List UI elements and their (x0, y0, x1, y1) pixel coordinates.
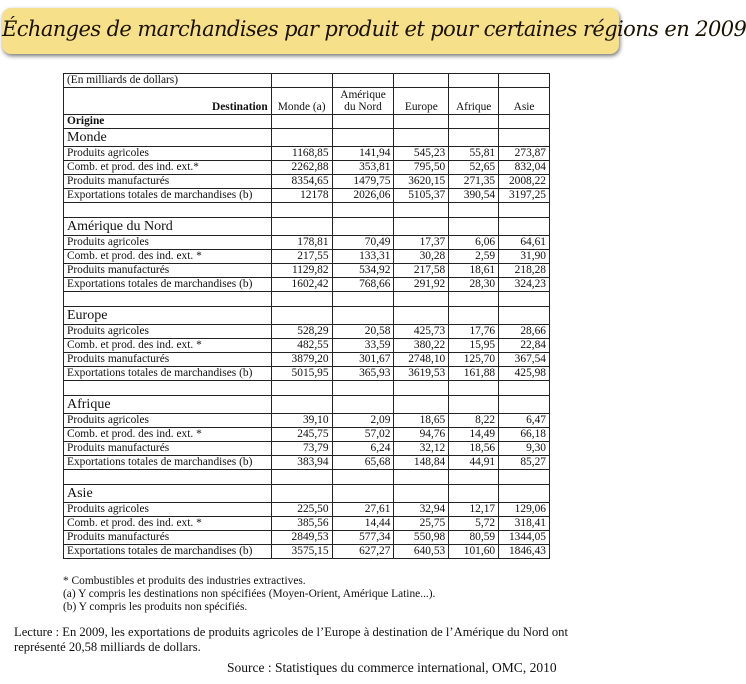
empty-cell (499, 307, 550, 325)
empty-cell (332, 396, 394, 414)
row-label: Comb. et prod. des ind. ext. * (64, 250, 272, 264)
value-cell: 768,66 (332, 278, 394, 292)
empty-cell (449, 292, 499, 307)
empty-cell (271, 218, 332, 236)
table-row (64, 175, 550, 189)
value-cell: 55,81 (449, 147, 499, 161)
unit-label: (En milliards de dollars) (64, 74, 272, 88)
empty-cell (394, 115, 449, 129)
empty-cell (449, 396, 499, 414)
table-row (64, 250, 550, 264)
table-row (64, 442, 550, 456)
value-cell: 73,79 (271, 442, 332, 456)
value-cell: 2,09 (332, 414, 394, 428)
column-header-europe: Europe (394, 88, 449, 115)
reading-note: Lecture : En 2009, les exportations de produits agricoles de l’Europe à destination de l’Amérique du Nord ont représenté 20,58 milliards de dollars. (14, 625, 568, 654)
value-cell: 2026,06 (332, 189, 394, 203)
empty-cell (271, 203, 332, 218)
trade-table-body (64, 74, 550, 559)
table-row (64, 428, 550, 442)
value-cell: 225,50 (271, 503, 332, 517)
value-cell: 2748,10 (394, 353, 449, 367)
empty-cell (394, 129, 449, 147)
value-cell: 2849,53 (271, 531, 332, 545)
empty-cell (394, 218, 449, 236)
table-row (64, 531, 550, 545)
value-cell: 6,24 (332, 442, 394, 456)
empty-cell (449, 115, 499, 129)
empty-cell (499, 381, 550, 396)
empty-cell (332, 129, 394, 147)
value-cell: 57,02 (332, 428, 394, 442)
value-cell: 1344,05 (499, 531, 550, 545)
value-cell: 577,34 (332, 531, 394, 545)
region-name: Afrique (64, 396, 272, 414)
value-cell: 14,44 (332, 517, 394, 531)
empty-cell (332, 218, 394, 236)
region-row (64, 396, 550, 414)
value-cell: 178,81 (271, 236, 332, 250)
row-label: Exportations totales de marchandises (b) (64, 278, 272, 292)
empty-cell (499, 218, 550, 236)
table-row (64, 503, 550, 517)
empty-cell (449, 381, 499, 396)
empty-cell (271, 470, 332, 485)
empty-cell (499, 485, 550, 503)
value-cell: 64,61 (499, 236, 550, 250)
value-cell: 85,27 (499, 456, 550, 470)
origin-label: Origine (64, 115, 272, 129)
empty-cell (394, 74, 449, 88)
row-label: Exportations totales de marchandises (b) (64, 545, 272, 559)
value-cell: 17,76 (449, 325, 499, 339)
empty-cell (499, 115, 550, 129)
row-label: Produits agricoles (64, 147, 272, 161)
region-row (64, 307, 550, 325)
empty-cell (271, 74, 332, 88)
table-row (64, 414, 550, 428)
empty-cell (332, 381, 394, 396)
region-row (64, 485, 550, 503)
value-cell: 6,06 (449, 236, 499, 250)
empty-cell (499, 396, 550, 414)
value-cell: 3575,15 (271, 545, 332, 559)
value-cell: 550,98 (394, 531, 449, 545)
table-row (64, 353, 550, 367)
value-cell: 30,28 (394, 250, 449, 264)
empty-cell (449, 485, 499, 503)
value-cell: 32,12 (394, 442, 449, 456)
region-row (64, 129, 550, 147)
row-label: Produits manufacturés (64, 353, 272, 367)
value-cell: 3619,53 (394, 367, 449, 381)
value-cell: 8354,65 (271, 175, 332, 189)
row-label: Exportations totales de marchandises (b) (64, 189, 272, 203)
value-cell: 1479,75 (332, 175, 394, 189)
value-cell: 3197,25 (499, 189, 550, 203)
empty-cell (332, 292, 394, 307)
footnote-b: (b) Y compris les produits non spécifiés. (63, 601, 248, 613)
value-cell: 32,94 (394, 503, 449, 517)
empty-cell (271, 307, 332, 325)
value-cell: 640,53 (394, 545, 449, 559)
value-cell: 22,84 (499, 339, 550, 353)
empty-cell (64, 203, 272, 218)
value-cell: 5015,95 (271, 367, 332, 381)
table-row (64, 264, 550, 278)
empty-cell (332, 470, 394, 485)
value-cell: 1168,85 (271, 147, 332, 161)
value-cell: 28,30 (449, 278, 499, 292)
value-cell: 324,23 (499, 278, 550, 292)
empty-cell (394, 307, 449, 325)
value-cell: 70,49 (332, 236, 394, 250)
column-header-north-america-text: Amérique du Nord (340, 89, 386, 113)
value-cell: 217,58 (394, 264, 449, 278)
value-cell: 18,56 (449, 442, 499, 456)
table-row (64, 339, 550, 353)
table-row (64, 456, 550, 470)
row-label: Produits manufacturés (64, 442, 272, 456)
column-header-world: Monde (a) (271, 88, 332, 115)
value-cell: 27,61 (332, 503, 394, 517)
value-cell: 94,76 (394, 428, 449, 442)
row-label: Comb. et prod. des ind. ext. * (64, 339, 272, 353)
value-cell: 380,22 (394, 339, 449, 353)
value-cell: 627,27 (332, 545, 394, 559)
spacer-row (64, 381, 550, 396)
region-name: Asie (64, 485, 272, 503)
value-cell: 12,17 (449, 503, 499, 517)
value-cell: 18,65 (394, 414, 449, 428)
value-cell: 9,30 (499, 442, 550, 456)
empty-cell (271, 396, 332, 414)
value-cell: 528,29 (271, 325, 332, 339)
value-cell: 52,65 (449, 161, 499, 175)
empty-cell (449, 470, 499, 485)
value-cell: 425,73 (394, 325, 449, 339)
column-header-asia: Asie (499, 88, 550, 115)
value-cell: 14,49 (449, 428, 499, 442)
value-cell: 2262,88 (271, 161, 332, 175)
row-label: Produits manufacturés (64, 175, 272, 189)
empty-cell (449, 129, 499, 147)
column-header-africa: Afrique (449, 88, 499, 115)
table-row (64, 545, 550, 559)
unit-row (64, 74, 550, 88)
footnote-extractive: * Combustibles et produits des industries extractives. (63, 575, 306, 587)
empty-cell (271, 115, 332, 129)
page-title: Échanges de marchandises par produit et pour certaines régions en 2009 (2, 17, 746, 41)
value-cell: 66,18 (499, 428, 550, 442)
row-label: Comb. et prod. des ind. ext.* (64, 161, 272, 175)
value-cell: 301,67 (332, 353, 394, 367)
empty-cell (332, 115, 394, 129)
value-cell: 65,68 (332, 456, 394, 470)
table-row (64, 367, 550, 381)
empty-cell (394, 292, 449, 307)
value-cell: 28,66 (499, 325, 550, 339)
row-label: Produits manufacturés (64, 531, 272, 545)
value-cell: 1129,82 (271, 264, 332, 278)
value-cell: 2008,22 (499, 175, 550, 189)
value-cell: 39,10 (271, 414, 332, 428)
table-row (64, 517, 550, 531)
row-label: Produits manufacturés (64, 264, 272, 278)
footnotes (63, 575, 435, 614)
empty-cell (394, 203, 449, 218)
value-cell: 25,75 (394, 517, 449, 531)
value-cell: 44,91 (449, 456, 499, 470)
empty-cell (332, 307, 394, 325)
empty-cell (394, 485, 449, 503)
empty-cell (499, 203, 550, 218)
row-label: Produits agricoles (64, 414, 272, 428)
value-cell: 271,35 (449, 175, 499, 189)
value-cell: 161,88 (449, 367, 499, 381)
value-cell: 129,06 (499, 503, 550, 517)
header-row (64, 88, 550, 115)
empty-cell (449, 218, 499, 236)
value-cell: 217,55 (271, 250, 332, 264)
value-cell: 6,47 (499, 414, 550, 428)
table-row (64, 147, 550, 161)
empty-cell (271, 381, 332, 396)
value-cell: 365,93 (332, 367, 394, 381)
value-cell: 832,04 (499, 161, 550, 175)
value-cell: 20,58 (332, 325, 394, 339)
value-cell: 5,72 (449, 517, 499, 531)
value-cell: 291,92 (394, 278, 449, 292)
row-label: Comb. et prod. des ind. ext. * (64, 517, 272, 531)
value-cell: 101,60 (449, 545, 499, 559)
destination-label: Destination (64, 88, 272, 115)
value-cell: 33,59 (332, 339, 394, 353)
value-cell: 15,95 (449, 339, 499, 353)
region-name: Europe (64, 307, 272, 325)
table-row (64, 161, 550, 175)
value-cell: 367,54 (499, 353, 550, 367)
empty-cell (64, 470, 272, 485)
value-cell: 318,41 (499, 517, 550, 531)
value-cell: 385,56 (271, 517, 332, 531)
value-cell: 218,28 (499, 264, 550, 278)
value-cell: 245,75 (271, 428, 332, 442)
empty-cell (499, 74, 550, 88)
spacer-row (64, 470, 550, 485)
row-label: Produits agricoles (64, 236, 272, 250)
trade-table (63, 73, 550, 559)
value-cell: 3879,20 (271, 353, 332, 367)
value-cell: 31,90 (499, 250, 550, 264)
empty-cell (394, 381, 449, 396)
value-cell: 3620,15 (394, 175, 449, 189)
title-banner (2, 8, 746, 54)
value-cell: 2,59 (449, 250, 499, 264)
value-cell: 425,98 (499, 367, 550, 381)
table-row (64, 236, 550, 250)
value-cell: 18,61 (449, 264, 499, 278)
empty-cell (271, 129, 332, 147)
source-note: Source : Statistiques du commerce international, OMC, 2010 (227, 660, 557, 675)
table-row (64, 189, 550, 203)
value-cell: 1602,42 (271, 278, 332, 292)
spacer-row (64, 203, 550, 218)
value-cell: 8,22 (449, 414, 499, 428)
table-row (64, 325, 550, 339)
empty-cell (499, 292, 550, 307)
origin-row (64, 115, 550, 129)
row-label: Produits agricoles (64, 503, 272, 517)
region-name: Monde (64, 129, 272, 147)
value-cell: 390,54 (449, 189, 499, 203)
empty-cell (332, 485, 394, 503)
value-cell: 12178 (271, 189, 332, 203)
empty-cell (271, 292, 332, 307)
row-label: Exportations totales de marchandises (b) (64, 456, 272, 470)
empty-cell (449, 307, 499, 325)
value-cell: 17,37 (394, 236, 449, 250)
footnote-a: (a) Y compris les destinations non spécifiées (Moyen-Orient, Amérique Latine...). (63, 588, 436, 600)
value-cell: 383,94 (271, 456, 332, 470)
value-cell: 795,50 (394, 161, 449, 175)
value-cell: 80,59 (449, 531, 499, 545)
column-header-north-america (332, 88, 394, 115)
value-cell: 482,55 (271, 339, 332, 353)
row-label: Comb. et prod. des ind. ext. * (64, 428, 272, 442)
empty-cell (332, 203, 394, 218)
value-cell: 1846,43 (499, 545, 550, 559)
empty-cell (394, 396, 449, 414)
empty-cell (499, 470, 550, 485)
region-row (64, 218, 550, 236)
value-cell: 534,92 (332, 264, 394, 278)
value-cell: 545,23 (394, 147, 449, 161)
value-cell: 141,94 (332, 147, 394, 161)
empty-cell (64, 381, 272, 396)
empty-cell (332, 74, 394, 88)
empty-cell (271, 485, 332, 503)
value-cell: 148,84 (394, 456, 449, 470)
table-row (64, 278, 550, 292)
empty-cell (499, 129, 550, 147)
empty-cell (64, 292, 272, 307)
empty-cell (394, 470, 449, 485)
region-name: Amérique du Nord (64, 218, 272, 236)
value-cell: 125,70 (449, 353, 499, 367)
value-cell: 353,81 (332, 161, 394, 175)
empty-cell (449, 74, 499, 88)
empty-cell (449, 203, 499, 218)
row-label: Produits agricoles (64, 325, 272, 339)
value-cell: 5105,37 (394, 189, 449, 203)
value-cell: 133,31 (332, 250, 394, 264)
value-cell: 273,87 (499, 147, 550, 161)
spacer-row (64, 292, 550, 307)
row-label: Exportations totales de marchandises (b) (64, 367, 272, 381)
